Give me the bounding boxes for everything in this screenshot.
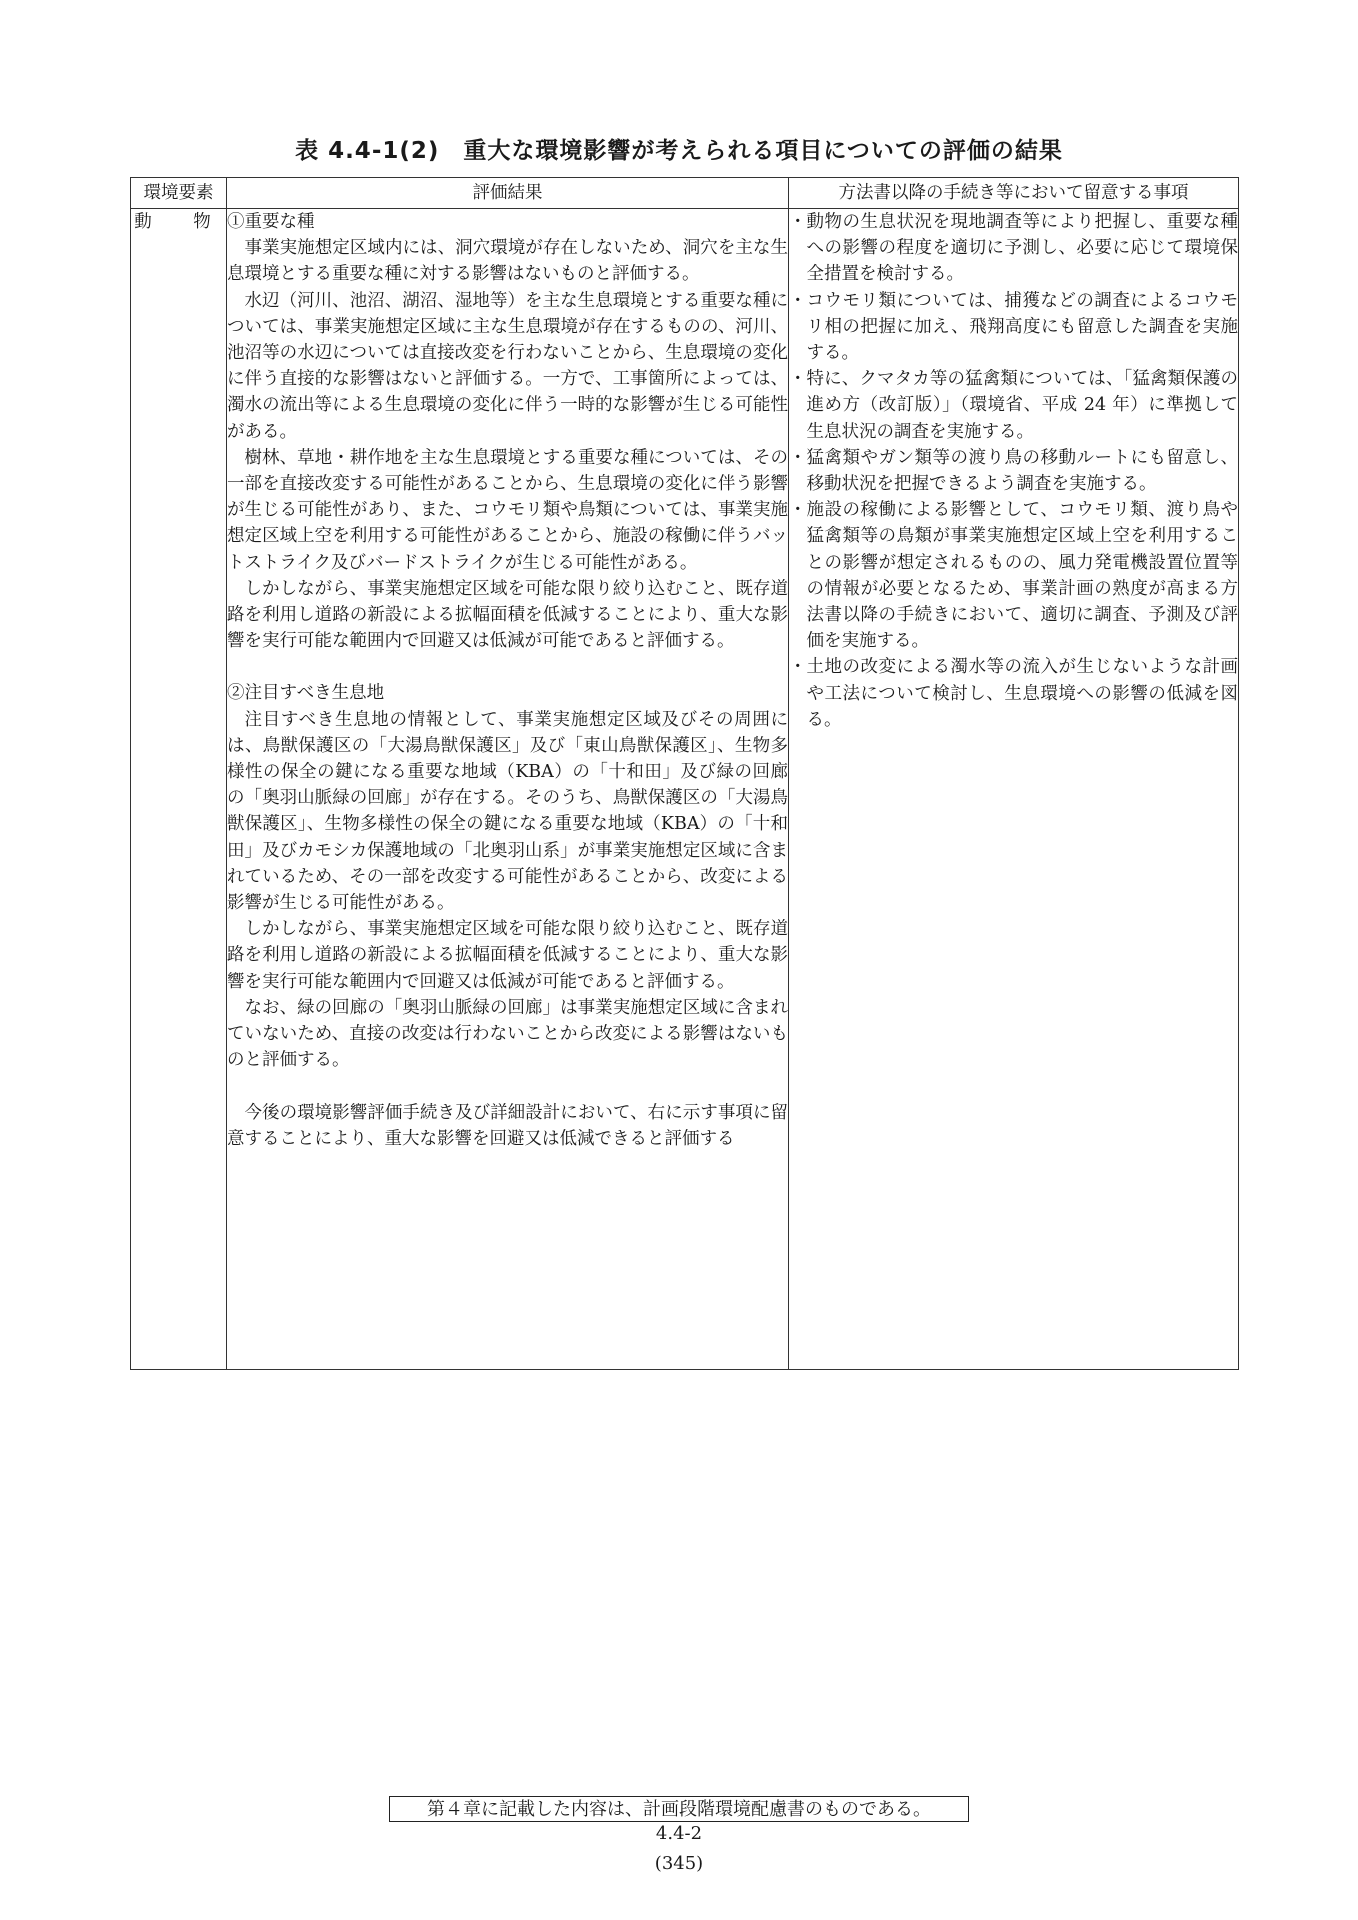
table-row (131, 209, 1239, 1370)
bullet-marker: ・ (789, 447, 807, 468)
note-text: 特に、クマタカ等の猛禽類については、「猛禽類保護の進め方（改訂版）」（環境省、平成 24 年）に準拠して生息状況の調査を実施する。 (806, 369, 1238, 442)
table-title: 表 4.4-1(2) 重大な環境影響が考えられる項目についての評価の結果 (295, 138, 1063, 164)
note-item (789, 445, 1238, 497)
note-item (789, 366, 1238, 445)
note-item (789, 288, 1238, 367)
environmental-element-cell: 動 物 (131, 209, 227, 1370)
header-notes: 方法書以降の手続き等において留意する事項 (789, 178, 1239, 209)
note-item (789, 209, 1238, 288)
note-item (789, 654, 1238, 733)
bullet-marker: ・ (789, 290, 807, 311)
bullet-marker: ・ (789, 369, 807, 390)
header-evaluation-result: 評価結果 (227, 178, 789, 209)
header-environmental-element: 環境要素 (131, 178, 227, 209)
result-paragraph: しかしながら、事業実施想定区域を可能な限り絞り込むこと、既存道路を利用し道路の新設による拡幅面積を低減することにより、重大な影響を実行可能な範囲内で回避又は低減が可能であると評価する。 (227, 578, 788, 652)
result-paragraph: 樹林、草地・耕作地を主な生息環境とする重要な種については、その一部を直接改変する可能性があることから、生息環境の変化に伴う影響が生じる可能性があり、また、コウモリ類や鳥類については、事業実施想定区域上空を利用する可能性があることから、施設の稼働に伴うバットストライク及びバードストライクが生じる可能性がある。 (227, 447, 788, 573)
bullet-marker: ・ (789, 657, 807, 678)
spacer (227, 654, 788, 680)
section-heading: ①重要な種 (227, 212, 315, 232)
note-text: 猛禽類やガン類等の渡り鳥の移動ルートにも留意し、移動状況を把握できるよう調査を実施する。 (806, 447, 1238, 495)
note-item (789, 497, 1238, 654)
note-text: 土地の改変による濁水等の流入が生じないような計画や工法について検討し、生息環境への影響の低減を図る。 (806, 657, 1238, 730)
result-paragraph: 事業実施想定区域内には、洞穴環境が存在しないため、洞穴を主な生息環境とする重要な種に対する影響はないものと評価する。 (227, 238, 788, 285)
chapter-note-box: 第４章に記載した内容は、計画段階環境配慮書のものである。 (389, 1796, 969, 1822)
note-text: 施設の稼働による影響として、コウモリ類、渡り鳥や猛禽類等の鳥類が事業実施想定区域上空を利用することの影響が想定されるものの、風力発電機設置位置等の情報が必要となるため、事業計画の熟度が高まる方法書以降の手続きにおいて、適切に調査、予測及び評価を実施する。 (806, 500, 1238, 652)
bullet-marker: ・ (789, 500, 807, 521)
result-paragraph: 注目すべき生息地の情報として、事業実施想定区域及びその周囲には、鳥獣保護区の「大湯鳥獣保護区」及び「東山鳥獣保護区」、生物多様性の保全の鍵になる重要な地域（KBA）の「十和田」及び緑の回廊の「奥羽山脈緑の回廊」が存在する。そのうち、鳥獣保護区の「大湯鳥獣保護区」、生物多様性の保全の鍵になる重要な地域（KBA）の「十和田」及びカモシカ保護地域の「北奥羽山系」が事業実施想定区域に含まれているため、その一部を改変する可能性があることから、改変による影響が生じる可能性がある。 (227, 709, 788, 914)
result-paragraph: 水辺（河川、池沼、湖沼、湿地等）を主な生息環境とする重要な種については、事業実施想定区域に主な生息環境が存在するものの、河川、池沼等の水辺については直接改変を行わないことから、生息環境の変化に伴う直接的な影響はないと評価する。一方で、工事箇所によっては、濁水の流出等による生息環境の変化に伴う一時的な影響が生じる可能性がある。 (227, 290, 788, 442)
note-text: コウモリ類については、捕獲などの調査によるコウモリ相の把握に加え、飛翔高度にも留意した調査を実施する。 (806, 290, 1238, 364)
page-number: 4.4-2 (655, 1823, 703, 1844)
notes-cell (789, 209, 1239, 1370)
evaluation-table (130, 177, 1239, 1370)
result-paragraph: 今後の環境影響評価手続き及び詳細設計において、右に示す事項に留意することにより、重大な影響を回避又は低減できると評価する (227, 1102, 788, 1149)
evaluation-result-cell (227, 209, 789, 1370)
result-paragraph: なお、緑の回廊の「奥羽山脈緑の回廊」は事業実施想定区域に含まれていないため、直接の改変は行わないことから改変による影響はないものと評価する。 (227, 997, 788, 1071)
table-header-row (131, 178, 1239, 209)
section-heading: ②注目すべき生息地 (227, 683, 385, 704)
bullet-marker: ・ (789, 212, 807, 232)
spacer (227, 1074, 788, 1100)
page-number-sub: (345) (654, 1853, 704, 1874)
note-text: 動物の生息状況を現地調査等により把握し、重要な種への影響の程度を適切に予測し、必要に応じて環境保全措置を検討する。 (806, 212, 1238, 285)
notes-list (789, 209, 1238, 733)
result-paragraph: しかしながら、事業実施想定区域を可能な限り絞り込むこと、既存道路を利用し道路の新設による拡幅面積を低減することにより、重大な影響を実行可能な範囲内で回避又は低減が可能であると評価する。 (227, 919, 788, 992)
